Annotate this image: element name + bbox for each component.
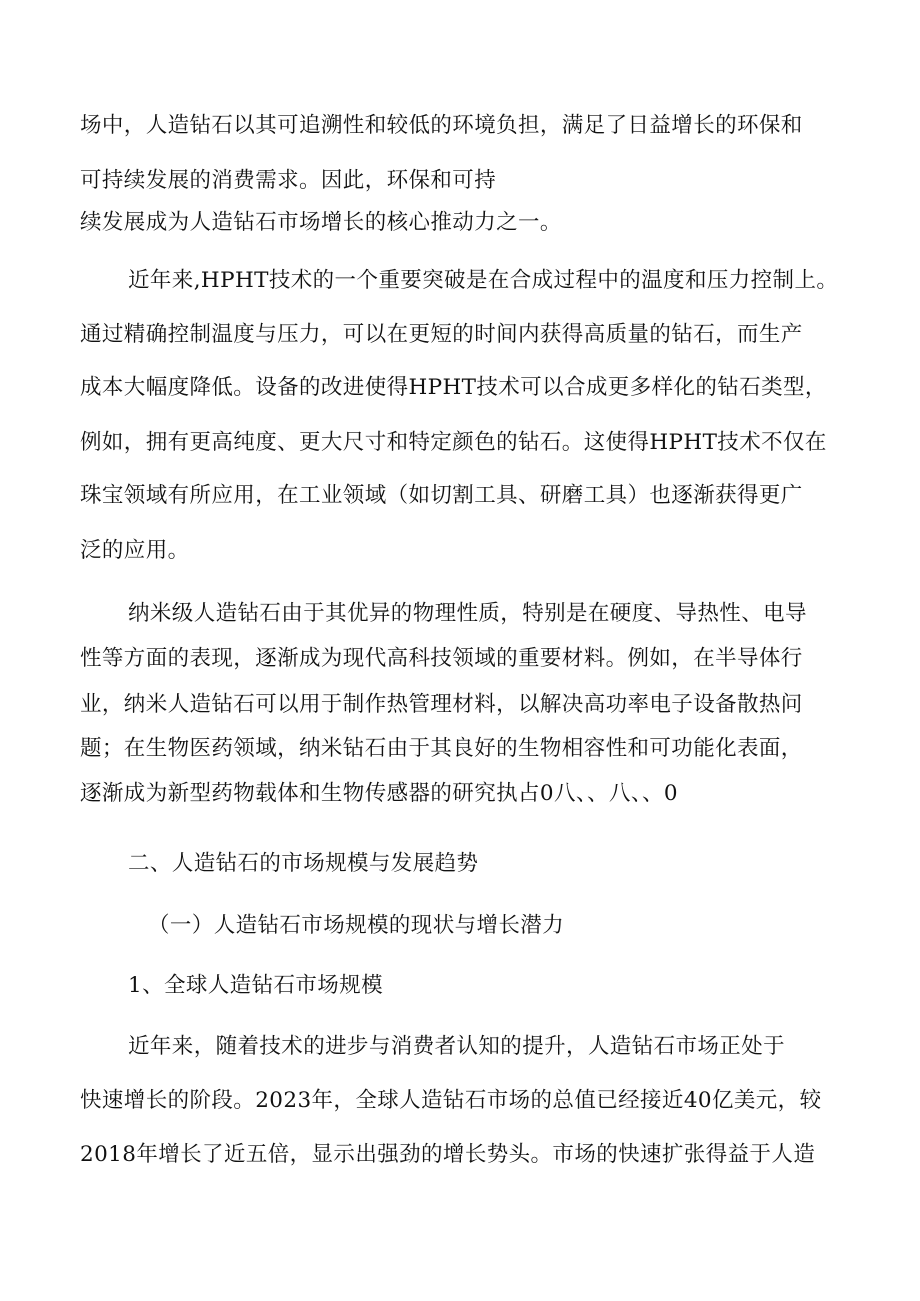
paragraph-line: 逐渐成为新型药物载体和生物传感器的研究执占0八、、八、、0 bbox=[80, 781, 678, 806]
paragraph-line: 成本大幅度降低。设备的改进使得HPHT技术可以合成更多样化的钻石类型， bbox=[80, 375, 827, 400]
subsection-heading: （一）人造钻石市场规模的现状与增长潜力 bbox=[148, 913, 565, 938]
sub-subsection-heading: 1、全球人造钻石市场规模 bbox=[128, 973, 383, 998]
paragraph-line: 近年来，随着技术的进步与消费者认知的提升，人造钻石市场正处于 bbox=[128, 1034, 786, 1059]
paragraph-line: 可持续发展的消费需求。因此，环保和可持 bbox=[80, 168, 497, 193]
paragraph-line: 场中，人造钻石以其可追溯性和较低的环境负担，满足了日益增长的环保和 bbox=[80, 113, 803, 138]
paragraph-line: 题；在生物医药领域，纳米钻石由于其良好的生物相容性和可功能化表面， bbox=[80, 736, 803, 761]
paragraph-line: 快速增长的阶段。2023年，全球人造钻石市场的总值已经接近40亿美元，较 bbox=[80, 1088, 822, 1113]
paragraph-line: 泛的应用。 bbox=[80, 538, 190, 563]
paragraph-line: 近年来,HPHT技术的一个重要突破是在合成过程中的温度和压力控制上。 bbox=[128, 268, 839, 293]
section-heading: 二、人造钻石的市场规模与发展趋势 bbox=[128, 851, 479, 876]
paragraph-line: 通过精确控制温度与压力，可以在更短的时间内获得高质量的钻石，而生产 bbox=[80, 322, 803, 347]
paragraph-line: 性等方面的表现，逐渐成为现代高科技领域的重要材料。例如，在半导体行 bbox=[80, 646, 803, 671]
paragraph-line: 例如，拥有更高纯度、更大尺寸和特定颜色的钻石。这使得HPHT技术不仅在 bbox=[80, 430, 827, 455]
paragraph-line: 纳米级人造钻石由于其优异的物理性质，特别是在硬度、导热性、电导 bbox=[128, 601, 807, 626]
paragraph-line: 业，纳米人造钻石可以用于制作热管理材料，以解决高功率电子设备散热问 bbox=[80, 692, 803, 717]
paragraph-line: 珠宝领域有所应用，在工业领域（如切割工具、研磨工具）也逐渐获得更广 bbox=[80, 483, 803, 508]
paragraph-line: 续发展成为人造钻石市场增长的核心推动力之一。 bbox=[80, 210, 562, 235]
paragraph-line: 2018年增长了近五倍，显示出强劲的增长势头。市场的快速扩张得益于人造 bbox=[80, 1142, 816, 1167]
